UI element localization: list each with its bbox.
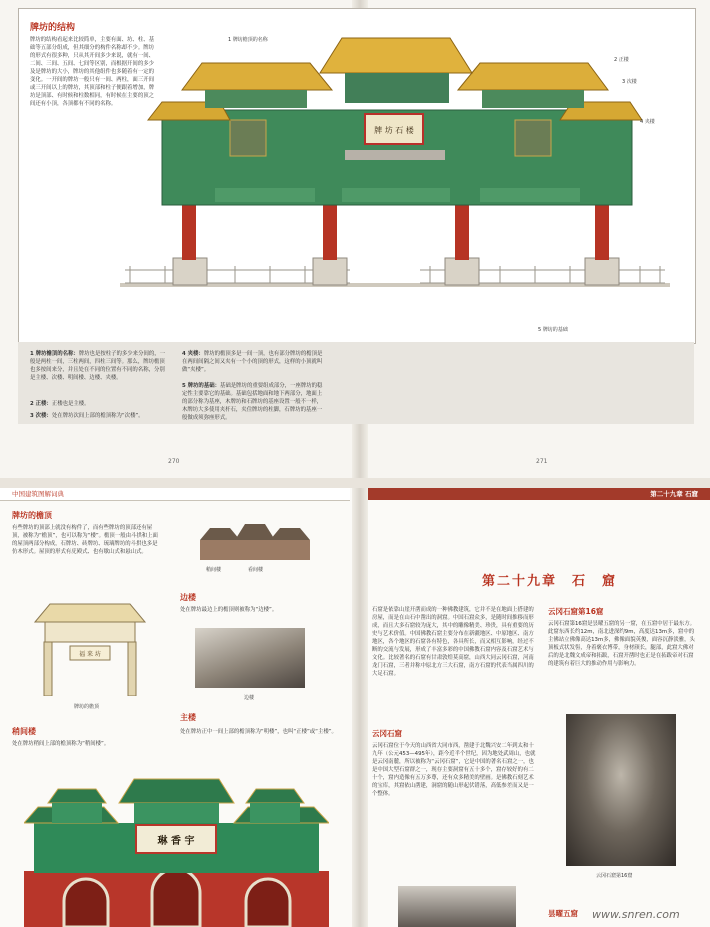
tanyao-title: 昙曜五窟 [548, 909, 578, 918]
cave16-text: 云冈石窟第16窟是昙曜五窟的另一窟，在五窟中居于最东方。此窟东西长约12m，南北进深约9m，高度达13m多，窟中的主佛站立佛像高达13m多，佛像面貌英俊，面容沉静淡雅，头顶板式状发髻，身着褒衣博带，身材颀长，腿部，此窟大佛对后的是北魏文成帝和拓跋，石窟开凿时也正是在拓跋帝对石窟的建筑有着巨大的推动作用与影响力。 [548, 621, 696, 667]
callout-5: 5 牌坊的基础 [538, 327, 568, 333]
bottom-book-spread [0, 488, 710, 927]
left-section-title: 牌坊的结构 [30, 23, 76, 33]
left-page-header [0, 488, 350, 501]
callout-2: 2 正楼 [614, 57, 629, 63]
zhu-lou-text: 处在牌坊正中一间上部的檐顶称为“明楼”，也叫“正楼”或“主楼”。 [180, 729, 337, 735]
small-archway-figure [30, 600, 150, 696]
cave16-photo-caption: 云冈石窟第16窟 [596, 873, 633, 879]
cave16-title: 云冈石窟第16窟 [548, 607, 604, 616]
callout-4: 4 夹楼 [640, 119, 655, 125]
callout-3: 3 次楼 [622, 79, 637, 85]
large-archway-plaque: 琳 香 宇 [157, 836, 195, 847]
roof-row-figure [200, 520, 310, 560]
note-3: 3 次楼：处在牌坊次间上部的檐顶称为“次楼”。 [30, 413, 144, 419]
callout-1: 1 牌坊檐顶的名称 [228, 37, 268, 43]
chapter-intro: 石窟是依靠山崖开凿而成的一种佛教建筑，它并不是在地面上搭建的房屋，而是在山石中凿出的洞窟。中国石窟众多，是随时间推移而形成，而且大多石窟较为庞大，其中的雕像精美、珍贵，具有重要的历史与艺术价值。中国佛教石窟主要分布在新疆地区、中原地区、南方地区，各个地区的石窟各有特色，各具所长，而又相互影响，经过不断的交流与发展，形成了丰富多彩的中国佛教石窟内容及石窟艺术与文化。比较著名的石窟有甘肃敦煌莫高窟，山西大同云冈石窟，河南龙门石窟，三者并称中原北方三大石窟，南方石窟的代表当属四川的大足石窟。 [372, 607, 534, 677]
chapter-title: 第二十九章 石 窟 [482, 574, 618, 589]
archway-diagram [120, 28, 670, 310]
note-1: 1 牌坊檐顶的名称：牌坊也是按柱子的多少来分间的，一般是两柱一间，三柱两间，四柱三间等。那么，牌坊檐顶也多按间来分，并且处在不同的位置有不同的名称，分别是主楼、次楼、明间楼、边楼、夹楼。 [30, 351, 166, 381]
cave16-buddha-photo [566, 714, 676, 866]
grotto-landscape-photo [398, 886, 516, 927]
large-archway-figure [24, 763, 329, 927]
bian-lou-photo [195, 628, 305, 688]
small-archway-plaque: 福 来 坊 [79, 651, 101, 658]
left-intro-text: 牌坊的结构看起来比较简单，主要有面、坊、柱、基础等五部分组成，但其细分的构件名称却不少。牌坊的形式有很多种，只从其开间多少来说，就有一间、二间、三间、五间、七间等区别，而根据开间的多少及是牌坊的大小，牌坊的其他组件也多随着有一定的变化。一开间的牌坊一般只有一间、两柱，面三开间或三开间以上的牌坊，其顶部和柱子便跟着增加，牌坊是顶部、有时候和柱数相同，有时候在主要的顶之间还有小顶，各顶都有不同的名称。 [30, 37, 154, 107]
page-number-left: 270 [168, 458, 180, 465]
bian-lou-title: 边楼 [180, 593, 196, 602]
note-5: 5 牌坊的基础：基础是牌坊的重要组成部分，一座牌坊的稳定性主要靠它的基础。基础包括地面和地下两部分，地面上的部分称为基座，木牌坊和石牌坊的基座设置一般不一样，木牌坊大多使用夹杆石，夹住牌坊的柱脚，石牌坊的基座一般做成须弥座形式。 [182, 383, 323, 421]
yungang-title: 云冈石窟 [372, 729, 402, 738]
shaojian-text: 处在牌坊稍间上部的檐顶称为“稍间楼”。 [12, 741, 110, 747]
eave-title: 牌坊的檐顶 [12, 511, 52, 520]
chapter-header: 第二十九章 石窟 [650, 490, 698, 498]
page-number-right: 271 [536, 458, 548, 465]
small-archway-caption: 牌坊的檐顶 [74, 704, 100, 710]
bian-lou-caption: 边楼 [244, 695, 255, 701]
shaojian-title: 稍间楼 [12, 727, 36, 736]
bian-lou-text: 处在牌坊最边上的檐顶则被称为“边楼”。 [180, 607, 278, 613]
book-title: 中国建筑图解词典 [12, 490, 64, 498]
yungang-text: 云冈石窟位于今天的山西省大同市西，凿建于北魏兴安二年到太和十九年（公元453—495年），距今近半个世纪，因为地处武周山，也就是云冈南麓，所以被称为“云冈石窟”，它是中国的著名石窟之一，也是中国大型石窟群之一，现存主要洞窟有五十多个，窟存较好的有二十个，窟内造像有五万多尊，还有众多精美的壁画。是佛教石刻艺术的宝库，其窟依山凿建，洞窟的随山形起伏错落，高低参差而又是一个整体。 [372, 743, 536, 797]
shaojian-caption: 稍间楼 [206, 567, 222, 573]
kanjian-caption: 看间楼 [248, 567, 264, 573]
archway-plaque-text: 牌 坊 石 楼 [374, 126, 414, 135]
right-page-header [368, 488, 710, 500]
note-4: 4 夹楼：牌坊的檐顶多是一间一顶，也有部分牌坊的檐顶是在两间间隔之间又夹有一个小的顶的形式，这样的小顶就叫做“夹楼”。 [182, 351, 323, 373]
book-gutter-bottom [352, 488, 368, 927]
zhu-lou-title: 主楼 [180, 713, 196, 722]
note-2: 2 正楼：正楼也是主楼。 [30, 401, 90, 407]
eave-text: 有些牌坊的顶部上就没有构件了，而有些牌坊的顶部还有屋顶，被称为“檐顶”，也可以称为“楼”。檐顶一般由斗拱和上面的屋顶两部分构成，石牌坊、砖牌坊、琉璃牌坊的斗拱也多是仿木形式。屋顶的形式有庑殿式、也有歇山式和悬山式。 [12, 525, 158, 555]
watermark: www.snren.com [592, 908, 680, 921]
